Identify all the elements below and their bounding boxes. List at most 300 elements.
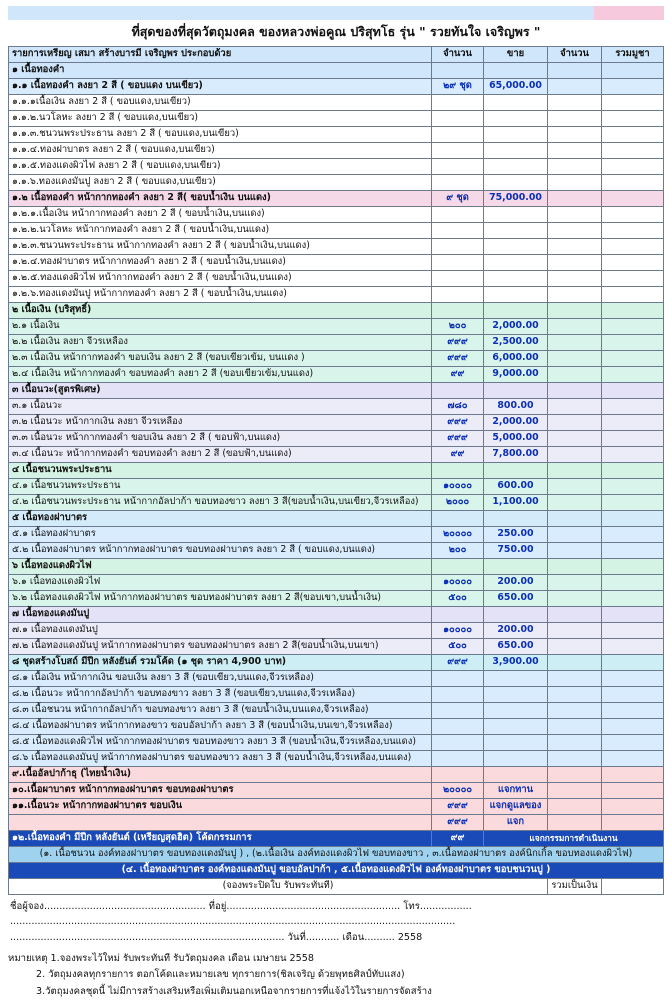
row-price	[484, 303, 548, 319]
row-quantity: ๙๙	[432, 831, 484, 847]
table-row-note	[9, 847, 664, 863]
row-quantity2	[548, 607, 602, 623]
table-row	[9, 319, 664, 335]
row-quantity	[432, 111, 484, 127]
table-row-signature	[9, 879, 664, 895]
row-quantity2	[548, 143, 602, 159]
row-quantity: ๒๐๐	[432, 543, 484, 559]
row-quantity2	[548, 127, 602, 143]
row-quantity	[432, 383, 484, 399]
row-quantity2	[548, 319, 602, 335]
note-2: 2. วัตถุมงคลทุกรายการ ตอกโค้ดและหมายเลข ทุกรายการ(ชิลเจริญ ด้วยพุทธศิลป์ทับแสง)	[36, 969, 405, 981]
row-description: ๑.๑.๕.ทองแดงผิวไฟ ลงยา 2 สี ( ขอบแดง,บนเขียว)	[9, 159, 432, 175]
row-quantity	[432, 559, 484, 575]
composition-note: (๔. เนื้อทองฝาบาตร องค์ทองแดงมันปู ขอบอัลปาก้า , ๕.เนื้อทองแดงผิวไฟ องค์ทองฝาบาตร ขอบชนวนปู )	[9, 863, 664, 879]
row-quantity	[432, 127, 484, 143]
table-row-note	[9, 863, 664, 879]
row-description: ๑.๑.๑เนื้อเงิน ลงยา 2 สี ( ขอบแดง,บนเขียว)	[9, 95, 432, 111]
row-price: แจก	[484, 815, 548, 831]
row-quantity	[432, 671, 484, 687]
row-total	[602, 655, 664, 671]
row-price: 200.00	[484, 623, 548, 639]
row-quantity: ๒๙ ชุด	[432, 79, 484, 95]
sign-dots: ..........................................................................................	[10, 931, 285, 943]
row-quantity2	[548, 431, 602, 447]
row-price	[484, 271, 548, 287]
row-quantity2	[548, 639, 602, 655]
row-quantity2	[548, 463, 602, 479]
row-quantity: ๙๙	[432, 447, 484, 463]
table-row	[9, 543, 664, 559]
table-row	[9, 287, 664, 303]
row-total	[602, 575, 664, 591]
row-description: ๑.๒.๔.ทองฝาบาตร หน้ากากทองคำ ลงยา 2 สี ( ขอบน้ำเงิน,บนแดง)	[9, 255, 432, 271]
row-price	[484, 735, 548, 751]
row-total	[602, 143, 664, 159]
row-total	[602, 815, 664, 831]
row-quantity2	[548, 255, 602, 271]
header-desc: รายการเหรียญ เสมา สร้างบารมี เจริญพร ประกอบด้วย	[9, 47, 432, 63]
row-description: ๑๑.เนื้อนวะ หน้ากากทองฝาบาตร ขอบเงิน	[9, 799, 432, 815]
table-row	[9, 527, 664, 543]
header-qty: จำนวน	[432, 47, 484, 63]
row-quantity	[432, 607, 484, 623]
buyer-line3: .......................................................................................... วันที่........... เดือน.......... 2558	[10, 931, 423, 943]
row-quantity2	[548, 367, 602, 383]
row-quantity2	[548, 479, 602, 495]
row-total	[602, 719, 664, 735]
row-quantity: ๕๐๐	[432, 639, 484, 655]
row-total	[602, 687, 664, 703]
row-total	[602, 783, 664, 799]
row-quantity2	[548, 95, 602, 111]
grand-total-label: รวมเป็นเงิน	[548, 879, 602, 895]
row-quantity	[432, 735, 484, 751]
row-quantity2	[548, 751, 602, 767]
row-quantity: ๙๙	[432, 367, 484, 383]
row-quantity: ๒๐๐๐๐	[432, 783, 484, 799]
row-price	[484, 223, 548, 239]
row-description: ๘.๑ เนื้อเงิน หน้ากากเงิน ขอบเงิน ลงยา 3 สี (ขอบเขียว,บนแดง,จีวรเหลือง)	[9, 671, 432, 687]
row-quantity: ๙ ชุด	[432, 191, 484, 207]
row-quantity	[432, 511, 484, 527]
row-description: ๑.๒.๕.ทองแดงผิวไฟ หน้ากากทองคำ ลงยา 2 สี ( ขอบน้ำเงิน,บนแดง)	[9, 271, 432, 287]
row-quantity	[432, 143, 484, 159]
row-description: ๔.๑ เนื้อชนวนพระประธาน	[9, 479, 432, 495]
row-total	[602, 207, 664, 223]
table-row	[9, 271, 664, 287]
row-quantity: ๙๙๙	[432, 415, 484, 431]
buyer-address-label: ที่อยู่	[208, 901, 227, 912]
page-title: ที่สุดของที่สุดวัตถุมงคล ของหลวงพ่อคูณ ปริสุทโธ รุ่น " รวยทันใจ เจริญพร "	[131, 24, 541, 39]
row-description: ๑๐.เนื้อผาบาตร หน้ากากทองฝาบาตร ขอบทองฝาบาตร	[9, 783, 432, 799]
table-row-highlight	[9, 831, 664, 847]
row-quantity2	[548, 271, 602, 287]
row-price	[484, 751, 548, 767]
row-total	[602, 463, 664, 479]
row-quantity: ๙๙๙	[432, 655, 484, 671]
row-quantity2	[548, 511, 602, 527]
row-description: ๘ ชุดสร้างโบสถ์ มีปีก หลังยันต์ รวมโค้ด (๑ ชุด ราคา 4,900 บาท)	[9, 655, 432, 671]
row-total	[602, 351, 664, 367]
row-description: ๕.๒ เนื้อทองฝาบาตร หน้ากากทองฝาบาตร ขอบทองฝาบาตร ลงยา 2 สี ( ขอบแดง,บนแดง)	[9, 543, 432, 559]
row-price	[484, 255, 548, 271]
row-price: 650.00	[484, 639, 548, 655]
row-description: ๖ เนื้อทองแดงผิวไฟ	[9, 559, 432, 575]
row-quantity2	[548, 575, 602, 591]
row-quantity	[432, 207, 484, 223]
row-quantity2	[548, 655, 602, 671]
row-quantity2	[548, 687, 602, 703]
row-quantity: ๙๙๙	[432, 815, 484, 831]
row-description: ๘.๓ เนื้อชนวน หน้ากากอัลปาก้า ขอบทองขาว ลงยา 3 สี (ขอบน้ำเงิน,บนแดง,จีวรเหลือง)	[9, 703, 432, 719]
row-price: 2,000.00	[484, 319, 548, 335]
row-quantity	[432, 223, 484, 239]
row-total	[602, 95, 664, 111]
row-quantity: ๒๐๐๐๐	[432, 527, 484, 543]
row-description: ๑๒.เนื้อทองคำ มีปีก หลังยันต์ (เหรียญสุดฮิต) โค้ดกรรมการ	[9, 831, 432, 847]
row-total	[602, 639, 664, 655]
row-total	[602, 735, 664, 751]
row-price: 650.00	[484, 591, 548, 607]
table-row	[9, 383, 664, 399]
row-total	[602, 671, 664, 687]
row-total	[602, 623, 664, 639]
row-price: 800.00	[484, 399, 548, 415]
table-row	[9, 127, 664, 143]
table-row	[9, 351, 664, 367]
grand-total-value	[602, 879, 664, 895]
row-total	[602, 527, 664, 543]
row-quantity: ๙๙๙	[432, 351, 484, 367]
table-row	[9, 687, 664, 703]
row-description: ๕.๑ เนื้อทองฝาบาตร	[9, 527, 432, 543]
row-quantity2	[548, 799, 602, 815]
row-description: ๓.๓ เนื้อนวะ หน้ากากทองคำ ขอบเงิน ลงยา 2 สี ( ขอบฟ้า,บนแดง)	[9, 431, 432, 447]
row-price	[484, 239, 548, 255]
notes-block	[8, 945, 664, 1000]
row-total	[602, 383, 664, 399]
row-total	[602, 399, 664, 415]
header-price: ขาย	[484, 47, 548, 63]
row-quantity2	[548, 735, 602, 751]
row-price: แจกดูแลของ	[484, 799, 548, 815]
row-description: ๘.๔ เนื้อทองฝาบาตร หน้ากากทองขาว ขอบอัลปาก้า ลงยา 3 สี (ขอบน้ำเงิน,บนเขา,จีวรเหลือง)	[9, 719, 432, 735]
table-row	[9, 63, 664, 79]
row-description: ๖.๒ เนื้อทองแดงผิวไฟ หน้ากากทองฝาบาตร ขอบทองฝาบาตร ลงยา 2 สี(ขอบเขา,บนน้ำเงิน)	[9, 591, 432, 607]
row-total	[602, 239, 664, 255]
table-row	[9, 143, 664, 159]
table-row	[9, 431, 664, 447]
footer-block	[8, 895, 664, 945]
top-strip-left	[8, 6, 594, 20]
row-total	[602, 367, 664, 383]
table-row	[9, 191, 664, 207]
table-row	[9, 95, 664, 111]
composition-note: (๑. เนื้อชนวน องค์ทองฝาบาตร ขอบทองแดงมันปู ) , (๒.เนื้อเงิน องค์ทองแดงผิวไฟ ขอบทองขาว , ๓.เนื้อทองฝาบาตร องค์นิกเกิ้ล ขอบทองแดงผิวไฟ)	[9, 847, 664, 863]
row-description: ๓ เนื้อนวะ(สูตรพิเศษ)	[9, 383, 432, 399]
row-quantity2	[548, 303, 602, 319]
row-total	[602, 127, 664, 143]
table-row	[9, 447, 664, 463]
row-quantity	[432, 255, 484, 271]
row-total	[602, 175, 664, 191]
row-quantity	[432, 687, 484, 703]
row-description: ๑ เนื้อทองคำ	[9, 63, 432, 79]
row-total	[602, 63, 664, 79]
row-total	[602, 335, 664, 351]
row-price: 6,000.00	[484, 351, 548, 367]
row-quantity: ๑๐๐๐๐	[432, 479, 484, 495]
row-quantity: ๒๐๐๐	[432, 495, 484, 511]
row-price: 65,000.00	[484, 79, 548, 95]
row-quantity2	[548, 543, 602, 559]
row-price	[484, 719, 548, 735]
row-quantity2	[548, 111, 602, 127]
row-price	[484, 703, 548, 719]
row-quantity2	[548, 623, 602, 639]
row-quantity2	[548, 335, 602, 351]
row-quantity2	[548, 159, 602, 175]
row-total	[602, 767, 664, 783]
row-price	[484, 607, 548, 623]
row-price: 200.00	[484, 575, 548, 591]
row-description: ๑.๑ เนื้อทองคำ ลงยา 2 สี ( ขอบแดง บนเขียว)	[9, 79, 432, 95]
row-total	[602, 271, 664, 287]
month-label: เดือน	[342, 931, 365, 943]
row-price	[484, 767, 548, 783]
table-row	[9, 639, 664, 655]
table-row	[9, 559, 664, 575]
row-price	[484, 511, 548, 527]
row-quantity: ๑๐๐๐๐	[432, 575, 484, 591]
row-quantity: ๒๐๐	[432, 319, 484, 335]
row-quantity	[432, 767, 484, 783]
row-quantity	[432, 751, 484, 767]
row-total	[602, 79, 664, 95]
row-quantity2	[548, 415, 602, 431]
row-price: 3,900.00	[484, 655, 548, 671]
row-price: 2,500.00	[484, 335, 548, 351]
table-row	[9, 175, 664, 191]
row-price: 5,000.00	[484, 431, 548, 447]
row-description: ๑.๒.๑.เนื้อเงิน หน้ากากทองคำ ลงยา 2 สี ( ขอบน้ำเงิน,บนแดง)	[9, 207, 432, 223]
table-row	[9, 399, 664, 415]
row-description	[9, 815, 432, 831]
row-quantity2	[548, 591, 602, 607]
row-quantity	[432, 719, 484, 735]
row-total	[602, 223, 664, 239]
row-quantity2	[548, 63, 602, 79]
row-price	[484, 175, 548, 191]
row-total	[602, 415, 664, 431]
table-row	[9, 463, 664, 479]
table-row	[9, 735, 664, 751]
row-quantity	[432, 175, 484, 191]
buyer-line2: ..................................................................................................................................................	[10, 916, 456, 928]
row-total	[602, 447, 664, 463]
buyer-name-label: ชื่อผู้จอง	[10, 901, 44, 912]
table-row	[9, 223, 664, 239]
row-price	[484, 559, 548, 575]
row-total	[602, 479, 664, 495]
row-quantity	[432, 63, 484, 79]
row-quantity2	[548, 447, 602, 463]
table-row	[9, 623, 664, 639]
row-price: 1,100.00	[484, 495, 548, 511]
note-3: 3.วัตถุมงคลชุดนี้ ไม่มีการสร้างเสริมหรือเพิ่มเติมนอกเหนือจากรายการที่แจ้งไว้ในรายการจัดสร้าง	[36, 985, 432, 997]
row-quantity2	[548, 719, 602, 735]
row-quantity	[432, 287, 484, 303]
row-quantity2	[548, 767, 602, 783]
row-quantity2	[548, 399, 602, 415]
row-total	[602, 511, 664, 527]
row-description: ๘.๒ เนื้อนวะ หน้ากากอัลปาก้า ขอบทองขาว ลงยา 3 สี (ขอบเขียว,บนแดง,จีวรเหลือง)	[9, 687, 432, 703]
row-price: 75,000.00	[484, 191, 548, 207]
row-quantity2	[548, 559, 602, 575]
table-row	[9, 815, 664, 831]
row-total	[602, 111, 664, 127]
row-total	[602, 607, 664, 623]
row-total	[602, 799, 664, 815]
row-quantity2	[548, 495, 602, 511]
buyer-line: ชื่อผู้จอง..................................................... ที่อยู่......................................................... โทร.................	[10, 901, 472, 912]
table-row	[9, 575, 664, 591]
row-price	[484, 95, 548, 111]
row-description: ๔.๒ เนื้อชนวนพระประธาน หน้ากากอัลปาก้า ขอบทองขาว ลงยา 3 สี(ขอบน้ำเงิน,บนเขียว,จีวรเหลือง)	[9, 495, 432, 511]
table-row	[9, 783, 664, 799]
row-description: ๑.๑.๔.ทองฝาบาตร ลงยา 2 สี ( ขอบแดง,บนเขียว)	[9, 143, 432, 159]
row-quantity2	[548, 191, 602, 207]
row-description: ๒.๒ เนื้อเงิน ลงยา จีวรเหลือง	[9, 335, 432, 351]
row-price	[484, 207, 548, 223]
table-row	[9, 159, 664, 175]
row-quantity: ๙๙๙	[432, 335, 484, 351]
row-price	[484, 111, 548, 127]
row-description: ๒.๓ เนื้อเงิน หน้ากากทองคำ ขอบเงิน ลงยา 2 สี (ขอบเขียวเข้ม, บนแดง )	[9, 351, 432, 367]
row-quantity2	[548, 671, 602, 687]
row-price: แจกทาน	[484, 783, 548, 799]
row-quantity	[432, 303, 484, 319]
row-quantity2	[548, 223, 602, 239]
row-quantity	[432, 463, 484, 479]
row-description: ๗.๒ เนื้อทองแดงมันปู หน้ากากทองฝาบาตร ขอบทองฝาบาตร ลงยา 2 สี(ขอบน้ำเงิน,บนเขา)	[9, 639, 432, 655]
table-row	[9, 767, 664, 783]
table-row	[9, 303, 664, 319]
table-row	[9, 799, 664, 815]
row-price	[484, 143, 548, 159]
row-description: ๗ เนื้อทองแดงมันปู	[9, 607, 432, 623]
row-quantity2	[548, 815, 602, 831]
row-quantity2	[548, 351, 602, 367]
table-row	[9, 111, 664, 127]
row-total	[602, 703, 664, 719]
row-description: ๗.๑ เนื้อทองแดงมันปู	[9, 623, 432, 639]
row-price	[484, 159, 548, 175]
row-quantity2	[548, 703, 602, 719]
table-row	[9, 207, 664, 223]
row-quantity2	[548, 783, 602, 799]
table-row	[9, 415, 664, 431]
row-price	[484, 671, 548, 687]
row-price	[484, 127, 548, 143]
header-total: รวมมูชา	[602, 47, 664, 63]
row-quantity: ๙๙๙	[432, 431, 484, 447]
top-strip-right	[594, 6, 664, 20]
row-price	[484, 463, 548, 479]
row-description: ๑.๒.๒.นวโลหะ หน้ากากทองคำ ลงยา 2 สี ( ขอบน้ำเงิน,บนแดง)	[9, 223, 432, 239]
table-header-row	[9, 47, 664, 63]
table-row	[9, 479, 664, 495]
row-quantity	[432, 703, 484, 719]
table-row	[9, 511, 664, 527]
row-quantity2	[548, 287, 602, 303]
table-row	[9, 367, 664, 383]
row-total	[602, 159, 664, 175]
row-description: ๑.๒.๓.ชนวนพระประธาน หน้ากากทองคำ ลงยา 2 สี ( ขอบน้ำเงิน,บนแดง)	[9, 239, 432, 255]
row-description: ๑.๒ เนื้อทองคำ หน้ากากทองคำ ลงยา 2 สี( ขอบน้ำเงิน บนแดง)	[9, 191, 432, 207]
row-total	[602, 559, 664, 575]
row-price: 250.00	[484, 527, 548, 543]
top-color-strip	[8, 6, 664, 20]
table-row	[9, 255, 664, 271]
table-row	[9, 655, 664, 671]
row-quantity: ๑๐๐๐๐	[432, 623, 484, 639]
row-total	[602, 431, 664, 447]
row-price	[484, 287, 548, 303]
row-description: ๕ เนื้อทองฝาบาตร	[9, 511, 432, 527]
row-description: ๓.๔ เนื้อนวะ หน้ากากทองคำ ขอบทองคำ ลงยา 2 สี (ขอบฟ้า,บนแดง)	[9, 447, 432, 463]
row-price	[484, 687, 548, 703]
row-description: ๙.เนื้ออัลปาก้าธุ (ไทยน้ำเงิน)	[9, 767, 432, 783]
row-total	[602, 255, 664, 271]
row-description: ๓.๒ เนื้อนวะ หน้ากากเงิน ลงยา จีวรเหลือง	[9, 415, 432, 431]
row-quantity	[432, 159, 484, 175]
row-quantity	[432, 95, 484, 111]
row-quantity2	[548, 79, 602, 95]
date-label: วันที่	[287, 931, 306, 943]
row-description: ๒.๔ เนื้อเงิน หน้ากากทองคำ ขอบทองคำ ลงยา 2 สี (ขอบเขียวเข้ม,บนแดง)	[9, 367, 432, 383]
row-description: ๓.๑ เนื้อนวะ	[9, 399, 432, 415]
row-price	[484, 383, 548, 399]
row-description: ๔ เนื้อชนวนพระประธาน	[9, 463, 432, 479]
row-quantity2	[548, 175, 602, 191]
table-row	[9, 239, 664, 255]
table-row	[9, 591, 664, 607]
table-row	[9, 671, 664, 687]
row-total	[602, 319, 664, 335]
row-total	[602, 287, 664, 303]
table-row	[9, 79, 664, 95]
table-row	[9, 751, 664, 767]
row-quantity	[432, 271, 484, 287]
row-price: 2,000.00	[484, 415, 548, 431]
row-quantity	[432, 239, 484, 255]
row-quantity: ๗๘๐	[432, 399, 484, 415]
signature-note: (จองพระปิดใบ รับพระทันที)	[9, 879, 548, 895]
buyer-phone-label: โทร.	[403, 901, 423, 912]
row-total	[602, 495, 664, 511]
header-qty2: จำนวน	[548, 47, 602, 63]
row-total	[602, 591, 664, 607]
row-price: 750.00	[484, 543, 548, 559]
row-description: ๒ เนื้อเงิน (บริสุทธิ์)	[9, 303, 432, 319]
row-total	[602, 543, 664, 559]
row-price	[484, 63, 548, 79]
items-table	[8, 46, 664, 895]
row-quantity2	[548, 527, 602, 543]
row-quantity2	[548, 207, 602, 223]
